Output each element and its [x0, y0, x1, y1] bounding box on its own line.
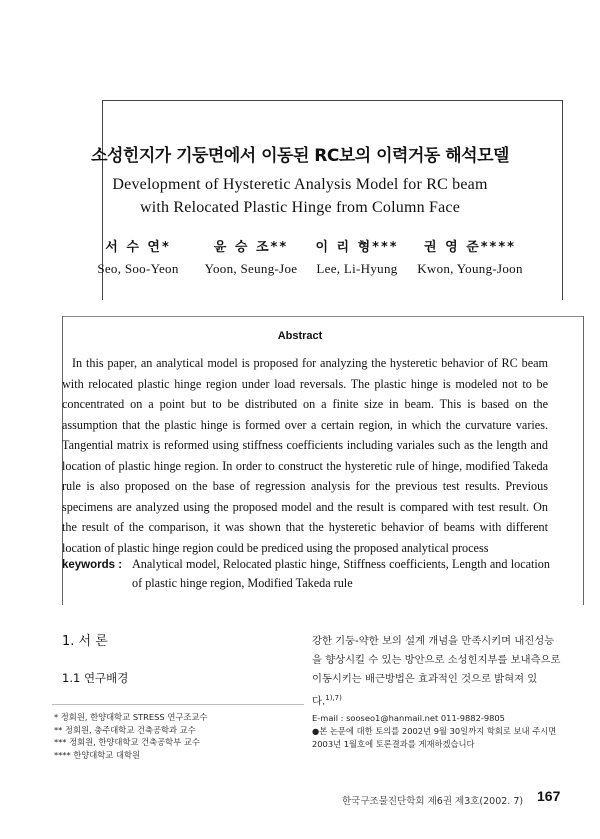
keywords-text: Analytical model, Relocated plastic hinge, Stiffness coefficients, Length and location of plastic hinge region, Modified Takeda rule [132, 557, 550, 590]
page-number: 167 [537, 788, 561, 804]
abstract-body [62, 353, 548, 558]
english-title-line-1: Development of Hysteretic Analysis Model for RC beam [112, 176, 488, 193]
author-3-english: Lee, Li-Hyung [316, 261, 398, 276]
intro-text: 강한 기둥-약한 보의 설계 개념을 만족시키며 내진성능을 향상시킬 수 있는 방안으로 소성힌지부를 보내측으로 이동시키는 배근방법은 효과적인 것으로 밝혀져 있다. [312, 635, 561, 708]
section-1-1-heading: 1.1 연구배경 [62, 671, 129, 685]
author-3-korean: 이 리 형*** [315, 240, 399, 255]
author-1 [78, 236, 198, 277]
author-2-korean: 윤 승 조** [213, 240, 289, 255]
contact-footnote [312, 712, 574, 751]
discussion-note: ●본 논문에 대한 토의를 2002년 9월 30일까지 학회로 보내 주시면 2003년 1월호에 토론결과를 게재하겠습니다 [312, 726, 557, 749]
affiliation-1: * 정회원, 한양대학교 STRESS 연구조교수 [54, 712, 208, 722]
author-4-english: Kwon, Young-Joon [417, 261, 523, 276]
keywords-block [62, 555, 552, 590]
footnote-rule [52, 704, 304, 705]
journal-info: 한국구조물진단학회 제6권 제3호(2002. 7) [342, 796, 524, 807]
author-2-english: Yoon, Seung-Joe [204, 261, 298, 276]
author-2 [191, 236, 311, 277]
english-title-line-2: with Relocated Plastic Hinge from Column Face [139, 199, 461, 216]
abstract-frame-top-rule [63, 316, 583, 317]
korean-title: 소성힌지가 기둥면에서 이동된 RC보의 이력거동 해석모델 [91, 146, 509, 166]
section-1-heading: 1. 서 론 [62, 634, 108, 649]
affiliation-2: ** 정회원, 충주대학교 건축공학과 교수 [54, 724, 196, 735]
affiliations-footnote [54, 711, 304, 761]
keywords-label: keywords : [62, 559, 123, 571]
affiliation-3: *** 정회원, 한양대학교 건축공학부 교수 [54, 737, 200, 747]
author-1-english: Seo, Soo-Yeon [97, 261, 179, 276]
intro-paragraph [312, 632, 562, 711]
email-line: E-mail : sooseo1@hanmail.net 011-9882-9805 [312, 713, 505, 723]
author-4-korean: 권 영 준**** [424, 240, 516, 255]
affiliation-4: **** 한양대학교 대학원 [54, 749, 140, 760]
author-3 [297, 236, 417, 277]
intro-reference: 1),7) [325, 694, 342, 702]
abstract-text: In this paper, an analytical model is proposed for analyzing the hysteretic behavior of RC beam with relocated plastic hinge region under load reversals. The plastic hinge is modeled not to be concentrated on a point but to be distributed on a finite size in beam. This is based on the assumption that the plastic hinge is formed over a certain region, in which the curvature varies. Tangential matrix is reformed using stiffness coefficients including variales such as the length and location of plastic hinge region. In order to construct the hysteretic rule of hinge, modified Takeda rule is also proposed on the base of regression analysis for the previous test results. Previous specimens are analyzed using the proposed model and the result is compared with test result. On the result of the comparison, it was shown that the hysteretic behavior of beams with different location of plastic hinge region could be prediced using the proposed analytical process [62, 356, 548, 555]
abstract-heading: Abstract [277, 330, 323, 342]
author-4 [410, 236, 530, 277]
author-1-korean: 서 수 연* [105, 240, 171, 255]
